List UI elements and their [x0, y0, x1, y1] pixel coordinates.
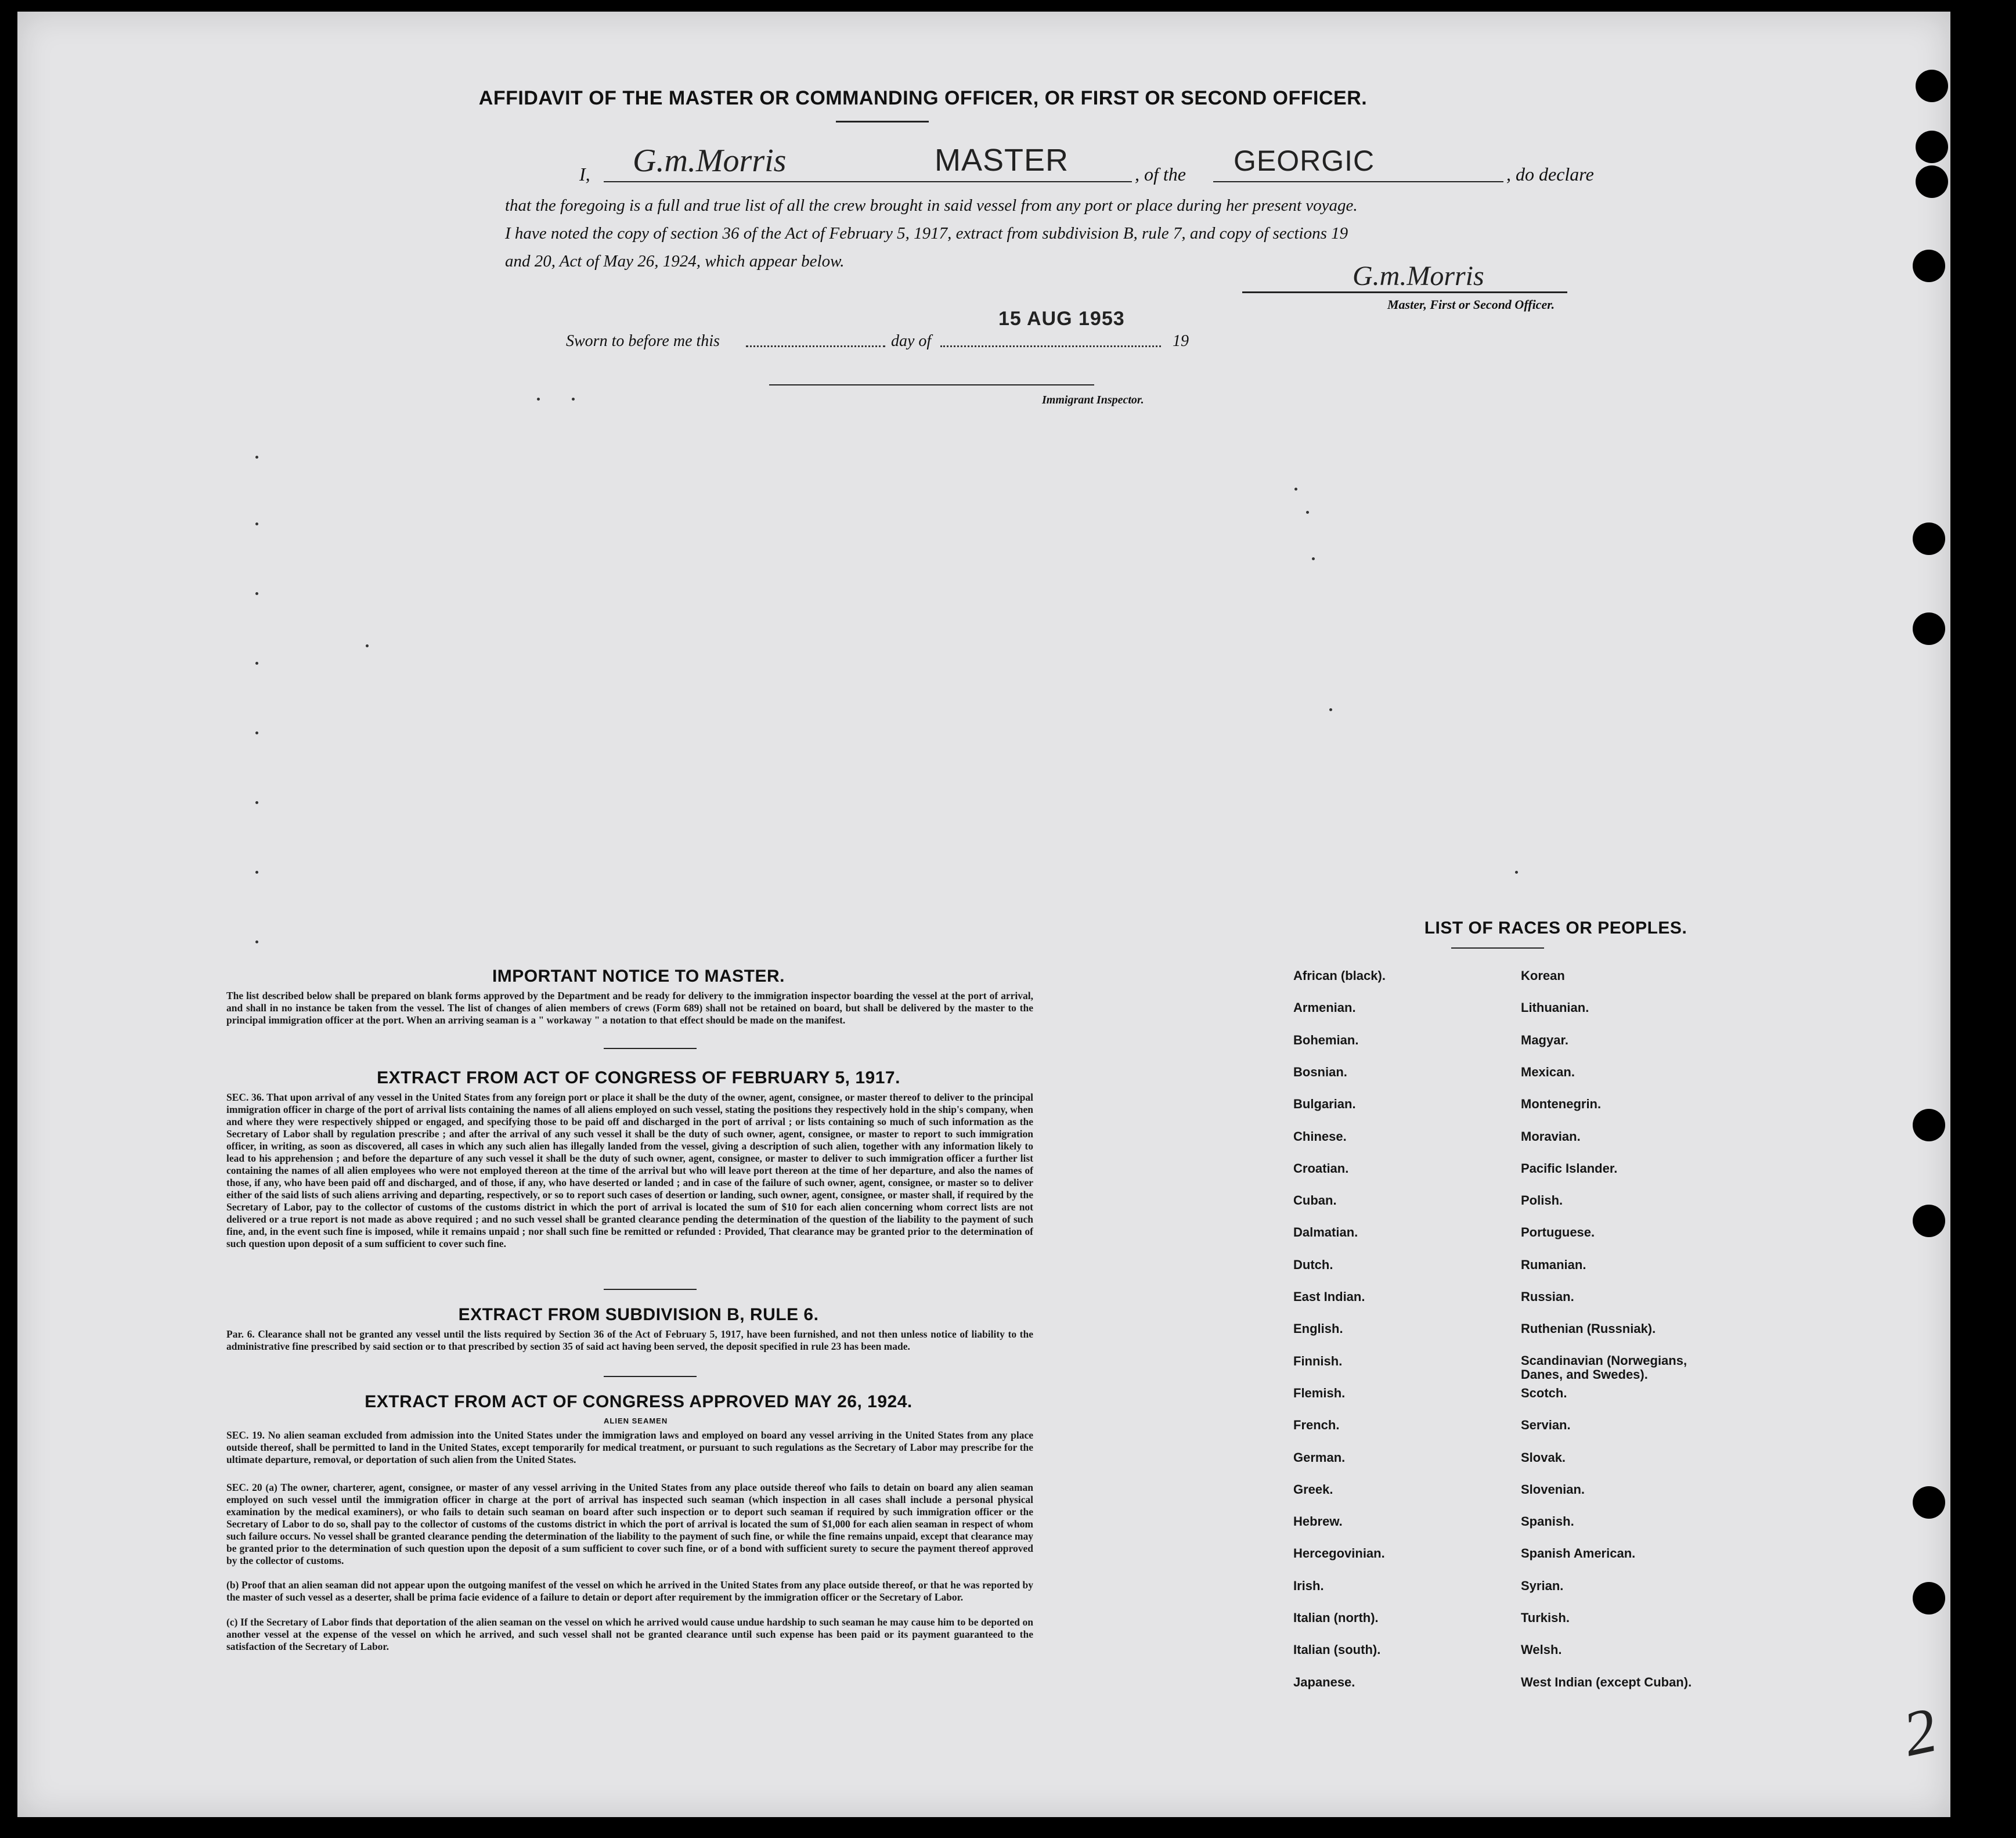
speck	[1515, 871, 1518, 874]
speck	[1329, 708, 1332, 711]
race-item: German.	[1293, 1450, 1346, 1465]
name-line	[604, 181, 1132, 182]
notice-heading: IMPORTANT NOTICE TO MASTER.	[492, 967, 785, 986]
race-item: Spanish.	[1521, 1514, 1574, 1529]
race-item: Bosnian.	[1293, 1064, 1347, 1079]
speck	[255, 456, 258, 459]
race-item: Russian.	[1521, 1289, 1574, 1304]
race-item: Bohemian.	[1293, 1032, 1359, 1047]
punch-hole	[1913, 1582, 1945, 1614]
page-number-mark: 2	[1896, 1693, 1943, 1770]
sworn-month-line	[940, 345, 1161, 347]
officer-signature: G.m.Morris	[1353, 261, 1484, 291]
race-item: Bulgarian.	[1293, 1097, 1356, 1112]
rule6-text: Par. 6. Clearance shall not be granted any vessel until the lists required by Section 36 of the Act of February 5, 1917, have been furnished, and not then unless notice of liability to the administrative fine prescribed by said section or to that prescribed by section 35 of said act having been served, the deposit specified in rule 23 has been made.	[226, 1328, 1033, 1352]
notice-text: The list described below shall be prepared on blank forms approved by the Department and be ready for delivery to the immigration inspector boarding the vessel at the port of arrival, and shall in no instance be taken from the vessel. The list of changes of alien members of crews (Form 689) shall not be retained on board, but shall be delivered by the master to the principal immigration officer at the port. When an arriving seaman is a " workaway " a notation to that effect should be made on the manifest.	[226, 990, 1033, 1026]
speck	[1306, 511, 1309, 514]
race-item: African (black).	[1293, 968, 1386, 983]
race-item: Moravian.	[1521, 1129, 1581, 1144]
races-heading: LIST OF RACES OR PEOPLES.	[1424, 918, 1687, 938]
race-item: Hercegovinian.	[1293, 1546, 1385, 1561]
speck	[255, 801, 258, 804]
race-item: Spanish American.	[1521, 1546, 1636, 1561]
punch-hole	[1913, 1109, 1945, 1141]
sec20c-text: (c) If the Secretary of Labor finds that deportation of the alien seaman on the vessel on which he arrived would cause undue hardship to such seaman he may cause him to be deported on another vessel at the expense of the vessel on which he arrived, and such vessel shall not be granted clearance until such expense has been paid or its payment guaranteed to the satisfaction of the Secretary of Labor.	[226, 1616, 1033, 1652]
date-stamp: 15 AUG 1953	[998, 308, 1125, 330]
race-item: Finnish.	[1293, 1353, 1343, 1368]
speck	[255, 662, 258, 665]
divider	[1451, 947, 1544, 949]
speck	[255, 871, 258, 874]
document-page	[17, 12, 1950, 1817]
speck	[255, 522, 258, 525]
race-item: Flemish.	[1293, 1385, 1346, 1400]
of-the-label: , of the	[1135, 164, 1186, 185]
race-item: West Indian (except Cuban).	[1521, 1674, 1692, 1689]
race-item: French.	[1293, 1418, 1340, 1433]
race-item: Ruthenian (Russniak).	[1521, 1321, 1656, 1336]
punch-hole	[1913, 250, 1945, 282]
race-item: Servian.	[1521, 1418, 1571, 1433]
day-of-label: day of	[891, 332, 932, 350]
punch-hole	[1916, 165, 1948, 198]
sec20b-text: (b) Proof that an alien seaman did not appear upon the outgoing manifest of the vessel on which he arrived in the United States from any place outside thereof, or that he was reported by the master of such vessel as a deserter, shall be prima facie evidence of a failure to detain or deport after requirement by the immigration officer or the Secretary of Labor.	[226, 1579, 1033, 1603]
title-underline	[836, 121, 929, 122]
officer-caption: Master, First or Second Officer.	[1387, 297, 1555, 312]
race-item: Greek.	[1293, 1482, 1333, 1497]
rank-stamp: MASTER	[935, 143, 1069, 178]
punch-hole	[1913, 1205, 1945, 1237]
divider	[604, 1048, 697, 1049]
alien-seamen-subheading: ALIEN SEAMEN	[604, 1417, 668, 1425]
race-item: Italian (north).	[1293, 1610, 1379, 1625]
race-item: Armenian.	[1293, 1000, 1356, 1015]
punch-hole	[1913, 522, 1945, 555]
race-item: Dalmatian.	[1293, 1225, 1358, 1240]
race-item: Welsh.	[1521, 1642, 1562, 1657]
race-item: Montenegrin.	[1521, 1097, 1602, 1112]
sec19-text: SEC. 19. No alien seaman excluded from admission into the United States under the immigration laws and employed on board any vessel arriving in the United States from any place outside thereof, shall be permitted to land in the United States, except temporarily for medical treatment, or pursuant to such regulations as the Secretary of Labor may prescribe for the ultimate departure, removal, or deportation of such alien from the United States.	[226, 1429, 1033, 1465]
race-item: Italian (south).	[1293, 1642, 1381, 1657]
divider	[604, 1289, 697, 1290]
race-item: Turkish.	[1521, 1610, 1570, 1625]
sworn-day-line	[746, 345, 885, 347]
race-item: Hebrew.	[1293, 1514, 1343, 1529]
race-item: Croatian.	[1293, 1161, 1349, 1176]
year-label: 19	[1173, 332, 1189, 350]
speck	[366, 644, 369, 647]
sec20a-text: SEC. 20 (a) The owner, charterer, agent, consignee, or master of any vessel arriving in the United States from any place outside thereof who fails to detain on board any alien seaman employed on such vessel until the immigration officer in charge at the port of arrival has inspected such seaman (which inspection in all cases shall include a personal physical examination by the medical examiners), or who fails to detain such seaman on board after such inspection or to deport such seaman if required by such immigration officer or the Secretary of Labor to do so, shall pay to the collector of customs of the customs district in which the port of arrival is located the sum of $1,000 for each alien seaman in respect of whom such failure occurs. No vessel shall be granted clearance pending the determination of the liability to the payment of such fine, or while the fine remains unpaid, except that clearance may be granted prior to the determination of such question upon the deposit of a sum sufficient to cover such fine, or of a bond with sufficient surety to secure the payment thereof approved by the collector of customs.	[226, 1482, 1033, 1566]
rule6-heading: EXTRACT FROM SUBDIVISION B, RULE 6.	[458, 1305, 819, 1324]
speck	[1312, 557, 1315, 560]
race-item: Slovak.	[1521, 1450, 1566, 1465]
speck	[572, 398, 575, 401]
punch-hole	[1913, 612, 1945, 645]
race-item: Lithuanian.	[1521, 1000, 1589, 1015]
race-item: Irish.	[1293, 1578, 1324, 1593]
inspector-line	[769, 384, 1094, 385]
extract-1917-heading: EXTRACT FROM ACT OF CONGRESS OF FEBRUARY 5, 1917.	[377, 1068, 900, 1087]
race-item: Slovenian.	[1521, 1482, 1585, 1497]
vessel-line	[1213, 181, 1503, 182]
race-item: English.	[1293, 1321, 1343, 1336]
race-item: Japanese.	[1293, 1674, 1355, 1689]
race-item: Scandinavian (Norwegians, Danes, and Swedes).	[1521, 1353, 1687, 1382]
race-item: East Indian.	[1293, 1289, 1365, 1304]
punch-hole	[1913, 1486, 1945, 1519]
race-item: Polish.	[1521, 1193, 1563, 1208]
vessel-name-stamp: GEORGIC	[1234, 145, 1375, 177]
speck	[255, 592, 258, 595]
affidavit-title: AFFIDAVIT OF THE MASTER OR COMMANDING OFFICER, OR FIRST OR SECOND OFFICER.	[478, 87, 1368, 109]
extract-1917-text: SEC. 36. That upon arrival of any vessel in the United States from any foreign port or place it shall be the duty of the owner, agent, consignee, or master thereof to deliver to the principal immigration officer in charge of the port of arrival lists containing the names of all aliens employed on such vessel, stating the positions they respectively hold in the ship's company, when and where they were respectively shipped or engaged, and specifying those to be paid off and discharged in the port of arrival ; or lists containing so much of such information as the Secretary of Labor shall by regulation prescribe ; and after the arrival of any such vessel it shall be the duty of such owner, agent, consignee, or master to report to such immigration officer, in writing, as soon as discovered, all cases in which any such alien has illegally landed from the vessel, giving a description of such alien, together with any information likely to lead to his apprehension ; and before the departure of any such vessel it shall be the duty of such owner, agent, consignee, or master to deliver to such immigration officer a further list containing the names of all alien employees who were not employed thereon at the time of the arrival but who will leave port thereon at the time of her departure, and also the names of those, if any, who have been paid off and discharged, and of those, if any, who have deserted or landed ; and in case of the failure of such owner, agent, consignee, or master so to deliver either of the said lists of such aliens arriving and departing, respectively, or so to report such cases of desertion or landing, such owner, agent, consignee, or master shall, if required by the Secretary of Labor, pay to the collector of customs of the customs district in which the port of arrival is located the sum of $10 for each alien concerning whom correct lists are not delivered or a true report is not made as above required ; and no such vessel shall be granted clearance pending the determination of the question of the liability to the payment of such fine, and, in the event such fine is imposed, while it remains unpaid ; nor shall such fine be remitted or refunded : Provided, That clearance may be granted prior to the determination of such question upon deposit of a sum sufficient to cover such fine.	[226, 1091, 1033, 1249]
race-item: Mexican.	[1521, 1064, 1575, 1079]
punch-hole	[1916, 70, 1948, 102]
i-label: I,	[579, 164, 590, 185]
extract-1924-heading: EXTRACT FROM ACT OF CONGRESS APPROVED MAY 26, 1924.	[365, 1392, 913, 1411]
master-signature: G.m.Morris	[633, 143, 787, 179]
inspector-caption: Immigrant Inspector.	[1042, 394, 1144, 406]
speck	[537, 398, 540, 401]
speck	[255, 940, 258, 943]
speck	[255, 731, 258, 734]
do-declare-label: , do declare	[1506, 164, 1594, 185]
divider	[604, 1376, 697, 1377]
sworn-label: Sworn to before me this	[566, 332, 720, 350]
race-item: Pacific Islander.	[1521, 1161, 1618, 1176]
race-item: Syrian.	[1521, 1578, 1564, 1593]
affidavit-line-3: and 20, Act of May 26, 1924, which appear below.	[505, 252, 845, 271]
race-item: Scotch.	[1521, 1385, 1567, 1400]
affidavit-line-1: that the foregoing is a full and true list of all the crew brought in said vessel from any port or place during her present voyage.	[505, 196, 1358, 215]
speck	[1294, 488, 1297, 491]
race-item: Dutch.	[1293, 1257, 1333, 1272]
affidavit-line-2: I have noted the copy of section 36 of the Act of February 5, 1917, extract from subdivision B, rule 7, and copy of sections 19	[505, 224, 1348, 243]
race-item: Chinese.	[1293, 1129, 1347, 1144]
race-item: Cuban.	[1293, 1193, 1337, 1208]
race-item: Korean	[1521, 968, 1565, 983]
race-item: Rumanian.	[1521, 1257, 1586, 1272]
race-item: Portuguese.	[1521, 1225, 1595, 1240]
punch-hole	[1916, 131, 1948, 163]
race-item: Magyar.	[1521, 1032, 1568, 1047]
